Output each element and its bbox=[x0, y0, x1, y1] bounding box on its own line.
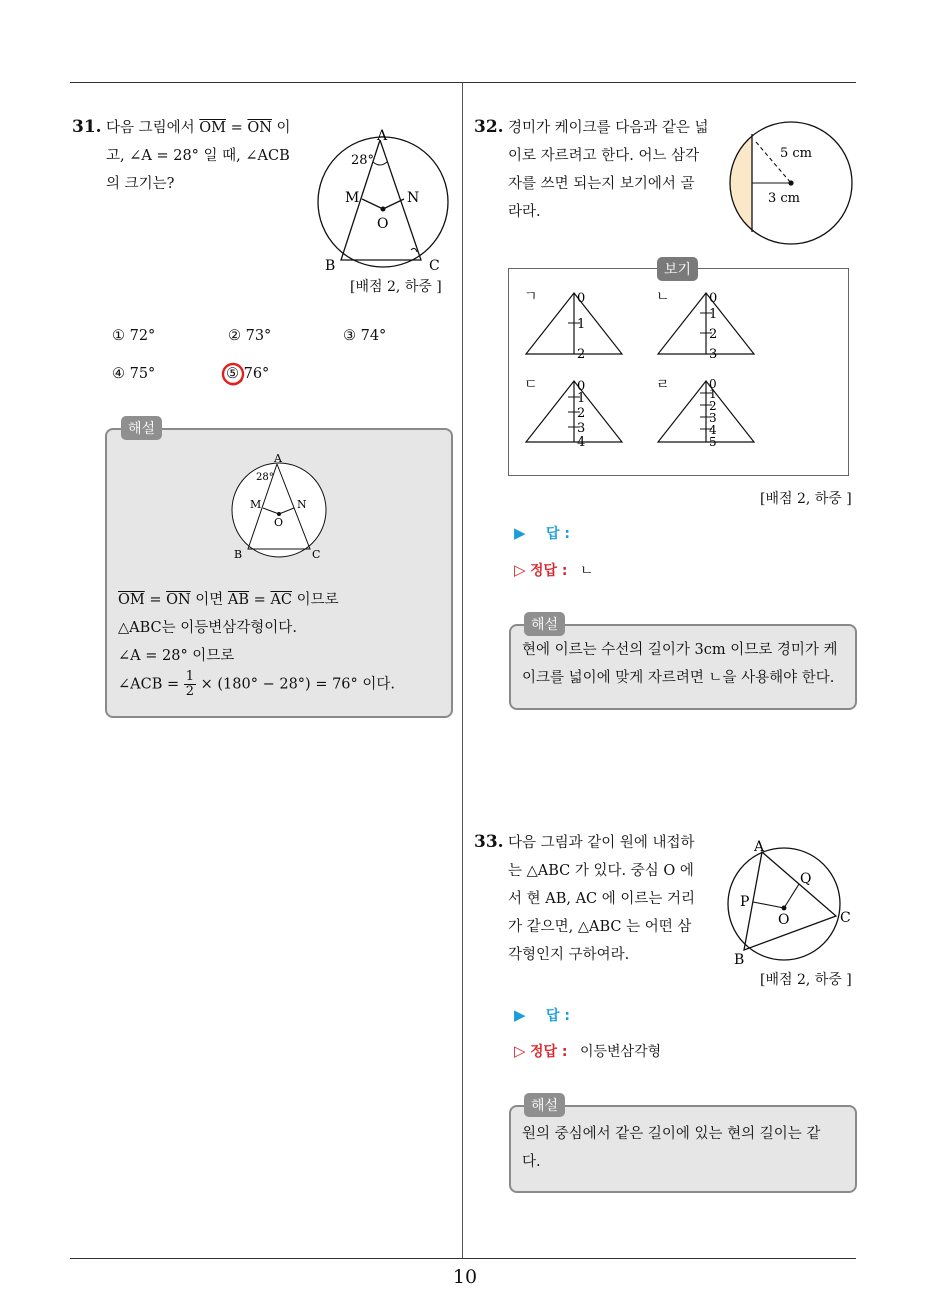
q32-score: [배점 2, 하중 ] bbox=[760, 491, 852, 507]
q32-correct-row bbox=[514, 560, 594, 580]
q33-correct-row bbox=[514, 1041, 661, 1061]
q31-explain-label-b: B bbox=[234, 548, 243, 561]
page-number: 10 bbox=[452, 1266, 478, 1288]
q31-explain-label-m: M bbox=[250, 498, 262, 511]
svg-text:4: 4 bbox=[709, 423, 717, 437]
q33-label-c: C bbox=[840, 910, 851, 926]
q33-label-p: P bbox=[740, 894, 750, 910]
bottom-rule bbox=[70, 1258, 856, 1259]
q31-choice-1[interactable]: ① 72° bbox=[112, 328, 156, 344]
q31-label-m: M bbox=[345, 190, 360, 206]
q32-number: 32. bbox=[474, 117, 504, 137]
q31-choice-2[interactable]: ② 73° bbox=[228, 328, 272, 344]
bogi-label-d[interactable]: ㄷ bbox=[524, 377, 538, 393]
svg-text:0: 0 bbox=[577, 379, 586, 394]
q31-explain-label-c: C bbox=[312, 548, 321, 561]
q33-label-a: A bbox=[754, 839, 765, 855]
q32-explain-tag: 해설 bbox=[524, 612, 565, 636]
bogi-ruler-g[interactable] bbox=[524, 290, 624, 362]
q31-figure bbox=[305, 122, 465, 282]
q32-answer-label: 답 : bbox=[546, 526, 570, 542]
selected-answer-circle-icon bbox=[220, 360, 248, 388]
q32-correct-label: 정답 : bbox=[530, 563, 568, 579]
q31-explain-label-a: A bbox=[274, 452, 282, 465]
q31-score: [배점 2, 하중 ] bbox=[350, 279, 442, 295]
q31-label-a: A bbox=[377, 128, 388, 144]
q33-number: 33. bbox=[474, 832, 504, 852]
outline-triangle-icon: ▷ bbox=[514, 1042, 526, 1060]
q32-label-distance: 3 cm bbox=[768, 191, 801, 206]
svg-text:1: 1 bbox=[709, 387, 717, 401]
svg-text:1: 1 bbox=[709, 307, 718, 322]
q31-label-b: B bbox=[325, 258, 336, 274]
q31-label-o: O bbox=[377, 216, 389, 232]
q32-answer-row[interactable] bbox=[514, 523, 570, 543]
svg-text:3: 3 bbox=[577, 421, 586, 436]
svg-text:0: 0 bbox=[577, 291, 586, 306]
svg-text:2: 2 bbox=[709, 399, 717, 413]
q31-choice-5-value: 76° bbox=[243, 366, 270, 382]
svg-text:5: 5 bbox=[709, 435, 717, 449]
q32-label-radius: 5 cm bbox=[780, 146, 813, 161]
q31-number: 31. bbox=[72, 117, 102, 137]
q31-label-n: N bbox=[407, 190, 420, 206]
bogi-label-g[interactable]: ㄱ bbox=[524, 289, 538, 305]
q31-explain-label-angle: 28° bbox=[256, 472, 274, 483]
bogi-ruler-r[interactable] bbox=[656, 378, 756, 450]
q33-label-o: O bbox=[778, 912, 790, 928]
bogi-ruler-n[interactable] bbox=[656, 290, 756, 362]
svg-text:2: 2 bbox=[577, 347, 586, 362]
q33-label-b: B bbox=[734, 952, 745, 968]
q31-choice-5-mark: ⑤ bbox=[226, 366, 239, 382]
bogi-label-n[interactable]: ㄴ bbox=[656, 289, 670, 305]
q33-correct-value: 이등변삼각형 bbox=[579, 1044, 662, 1060]
bogi-ruler-d[interactable] bbox=[524, 378, 624, 450]
q33-question: 다음 그림과 같이 원에 내접하 는 △ABC 가 있다. 중심 O 에 서 현 AB, AC 에 이르는 거리 가 같으면, △ABC 는 어떤 삼 각형인지 구하여라. bbox=[508, 835, 696, 963]
play-triangle-icon: ▶ bbox=[514, 1006, 526, 1024]
q31-explain-text: $\overline{OM} = \overline{ON}$ 이면 $\overline{AB} = \overline{AC}$ 이므로 △ABC는 이등변삼각형이다. ∠A = 28° 이므로 ∠ACB = $\frac{1}{2}$ × (180° − 28°) = 76° 이다. bbox=[118, 592, 396, 699]
q31-label-c: C bbox=[429, 258, 440, 274]
svg-text:3: 3 bbox=[709, 411, 717, 425]
svg-text:0: 0 bbox=[709, 291, 718, 306]
top-rule bbox=[70, 82, 856, 83]
play-triangle-icon: ▶ bbox=[514, 524, 526, 542]
q33-answer-label: 답 : bbox=[546, 1008, 570, 1024]
svg-text:2: 2 bbox=[709, 327, 718, 342]
q31-question: 다음 그림에서 $\overline{OM} = \overline{ON}$ 이 고, ∠A = 28° 일 때, ∠ACB 의 크기는? bbox=[106, 120, 291, 192]
svg-text:2: 2 bbox=[577, 406, 586, 421]
q33-explain-text: 원의 중심에서 같은 길이에 있는 현의 길이는 같 다. bbox=[522, 1126, 821, 1170]
outline-triangle-icon: ▷ bbox=[514, 561, 526, 579]
q33-figure bbox=[720, 836, 860, 972]
q31-explain-figure bbox=[226, 448, 336, 564]
q32-cake-figure bbox=[728, 120, 858, 250]
svg-text:0: 0 bbox=[709, 378, 717, 391]
q32-correct-value: ㄴ bbox=[579, 563, 594, 579]
q33-answer-row[interactable] bbox=[514, 1005, 570, 1025]
q33-label-q: Q bbox=[800, 871, 812, 887]
q33-score: [배점 2, 하중 ] bbox=[760, 972, 852, 988]
q32-explain-text: 현에 이르는 수선의 길이가 3cm 이므로 경미가 케 이크를 넓이에 맞게 자르려면 ㄴ을 사용해야 한다. bbox=[522, 642, 838, 686]
q31-label-angle: 28° bbox=[351, 153, 375, 168]
q31-choice-4[interactable]: ④ 75° bbox=[112, 366, 156, 382]
q33-explain-tag: 해설 bbox=[524, 1093, 565, 1117]
q31-choice-3[interactable]: ③ 74° bbox=[343, 328, 387, 344]
q31-explain-label-o: O bbox=[274, 516, 284, 529]
q32-bogi-tag: 보기 bbox=[657, 257, 698, 281]
svg-text:1: 1 bbox=[577, 317, 586, 332]
svg-text:1: 1 bbox=[577, 391, 586, 406]
q31-explain-label-n: N bbox=[297, 498, 307, 511]
q32-question: 경미가 케이크를 다음과 같은 넓 이로 자르려고 한다. 어느 삼각 자를 쓰면 되는지 보기에서 골 라라. bbox=[508, 120, 709, 220]
q31-explain-tag: 해설 bbox=[121, 416, 162, 440]
svg-text:4: 4 bbox=[577, 435, 586, 450]
svg-text:3: 3 bbox=[709, 347, 718, 362]
bogi-label-r[interactable]: ㄹ bbox=[656, 377, 670, 393]
q33-correct-label: 정답 : bbox=[530, 1044, 568, 1060]
